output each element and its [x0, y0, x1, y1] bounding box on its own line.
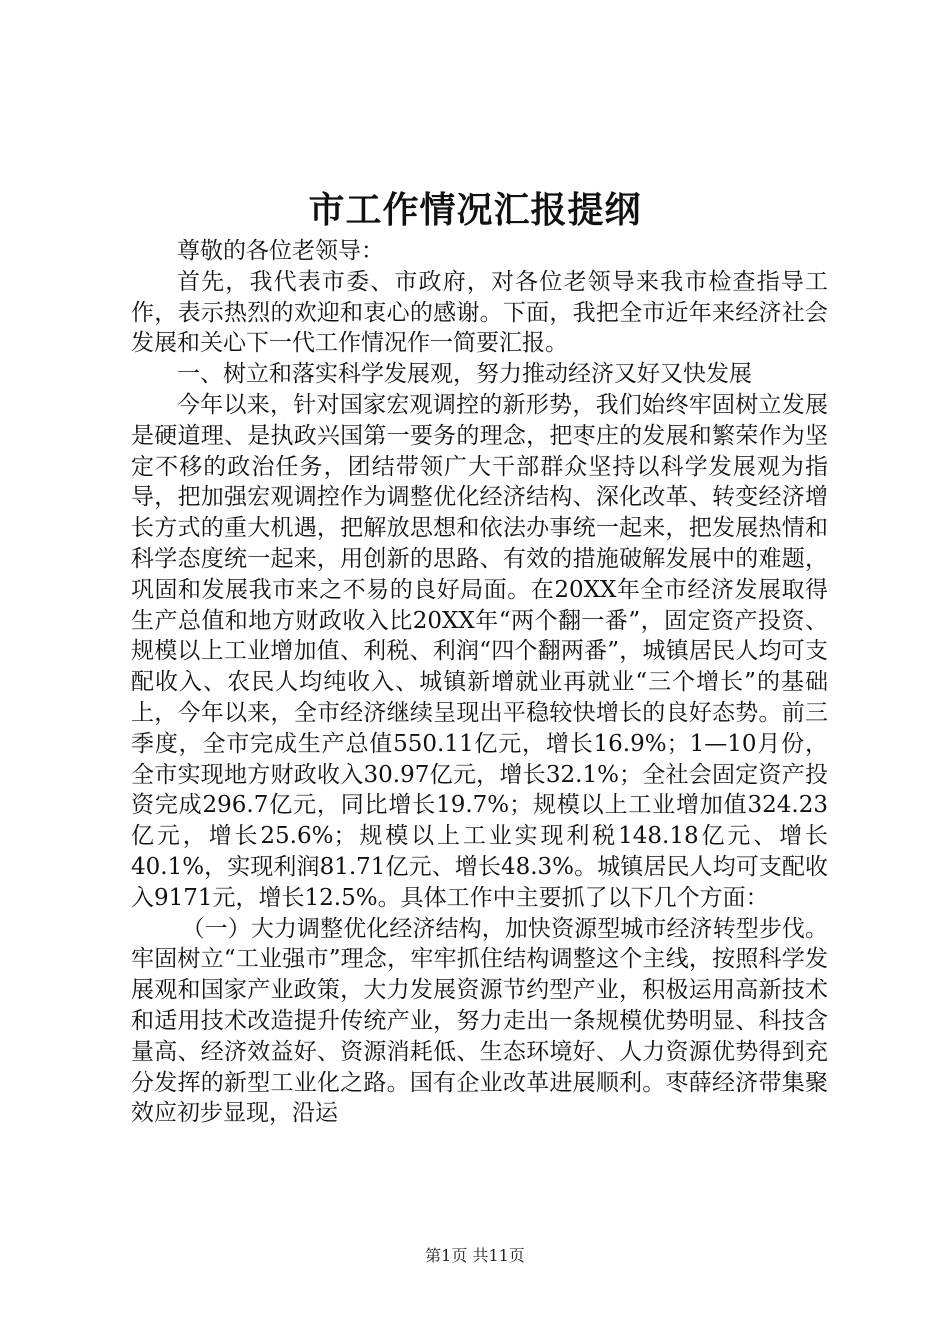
subsection-paragraph: （一）大力调整优化经济结构，加快资源型城市经济转型步伐。牢固树立“工业强市”理念，牢牢抓住结构调整这个主线，按照科学发展观和国家产业政策，大力发展资源节约型产业，积极运用高新技术和适用技术改造提升传统产业，努力走出一条规模优势明显、科技含量高、经济效益好、资源消耗低、生态环境好、人力资源优势得到充分发挥的新型工业化之路。国有企业改革进展顺利。枣薛经济带集聚效应初步显现，沿运 — [131, 915, 828, 1127]
document-body — [131, 236, 828, 1129]
opening-paragraph: 首先，我代表市委、市政府，对各位老领导来我市检查指导工作，表示热烈的欢迎和衷心的感谢。下面，我把全市近年来经济社会发展和关心下一代工作情况作一简要汇报。 — [131, 268, 828, 357]
body-paragraph: 今年以来，针对国家宏观调控的新形势，我们始终牢固树立发展是硬道理、是执政兴国第一要务的理念，把枣庄的发展和繁荣作为坚定不移的政治任务，团结带领广大干部群众坚持以科学发展观为指导，把加强宏观调控作为调整优化经济结构、深化改革、转变经济增长方式的重大机遇，把解放思想和依法办事统一起来，把发展热情和科学态度统一起来，用创新的思路、有效的措施破解发展中的难题，巩固和发展我市来之不易的良好局面。在20XX年全市经济发展取得生产总值和地方财政收入比20XX年“两个翻一番”，固定资产投资、规模以上工业增加值、利税、利润“四个翻两番”，城镇居民人均可支配收入、农民人均纯收入、城镇新增就业再就业“三个增长”的基础上，今年以来，全市经济继续呈现出平稳较快增长的良好态势。前三季度，全市完成生产总值550.11亿元，增长16.9%；1—10月份，全市实现地方财政收入30.97亿元，增长32.1%；全社会固定资产投资完成296.7亿元，同比增长19.7%；规模以上工业增加值324.23亿元，增长25.6%；规模以上工业实现利税148.18亿元、增长40.1%，实现利润81.71亿元、增长48.3%。城镇居民人均可支配收入9171元，增长12.5%。具体工作中主要抓了以下几个方面： — [131, 391, 828, 911]
document-title: 市工作情况汇报提纲 — [308, 189, 642, 231]
page-number-footer: 第1页 共11页 — [425, 1246, 525, 1265]
salutation: 尊敬的各位老领导： — [177, 238, 384, 264]
section-heading: 一、树立和落实科学发展观，努力推动经济又好又快发展 — [177, 361, 752, 388]
